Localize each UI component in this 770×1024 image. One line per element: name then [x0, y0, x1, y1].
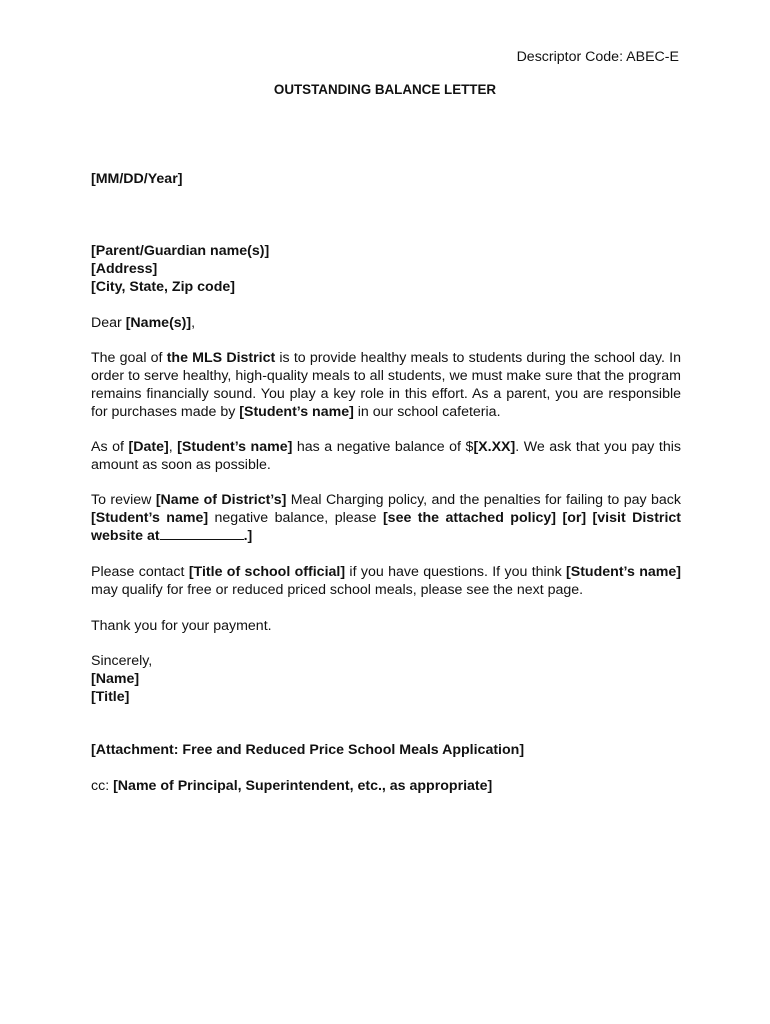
- website-blank-line: [160, 527, 244, 540]
- descriptor-code: Descriptor Code: ABEC-E: [516, 49, 679, 65]
- salutation: [91, 314, 195, 332]
- para4-text-3: may qualify for free or reduced priced school meals, please see the next page.: [91, 582, 584, 598]
- student-name-placeholder: [Student’s name]: [177, 439, 293, 455]
- thanks-line: Thank you for your payment.: [91, 618, 272, 634]
- para4-text-2: if you have questions. If you think: [345, 564, 567, 580]
- cc-value: [Name of Principal, Superintendent, etc., as appropriate]: [113, 778, 493, 794]
- para2-text-1: As of: [91, 439, 129, 455]
- student-name-placeholder: [Student’s name]: [91, 510, 209, 526]
- para1-text-3: in our school cafeteria.: [353, 404, 501, 420]
- para1-text-1: The goal of: [91, 350, 167, 366]
- para3-text-2: Meal Charging policy, and the penalties for failing to pay back: [286, 492, 681, 508]
- attachment-note: [Attachment: Free and Reduced Price School Meals Application]: [91, 742, 525, 758]
- amount-placeholder: [X.XX]: [473, 439, 516, 455]
- para4-text-1: Please contact: [91, 564, 189, 580]
- address-name: [Parent/Guardian name(s)]: [91, 243, 270, 259]
- district-name-placeholder: [Name of District’s]: [155, 492, 287, 508]
- cc-line: [91, 777, 492, 795]
- address-street: [Address]: [91, 261, 158, 277]
- closing-title: [Title]: [91, 689, 130, 705]
- student-name-placeholder: [Student’s name]: [239, 404, 354, 420]
- cc-prefix: cc:: [91, 778, 114, 794]
- student-name-placeholder: [Student’s name]: [566, 564, 681, 580]
- closing-sincerely: Sincerely,: [91, 653, 153, 669]
- para3-text-3: negative balance, please: [208, 510, 383, 526]
- para2-text-4: . We ask that you pay this amount as soon as possible.: [91, 439, 682, 473]
- para1-text-2: is to provide healthy meals to students during the school day. In order to serve healthy, high-quality meals to all students, we must make sure that the program remains financially sound. You play a key role in this effort. As a parent, you are responsible for purchases made by: [91, 350, 681, 420]
- salutation-prefix: Dear: [91, 315, 126, 331]
- paragraph-policy: [91, 491, 681, 545]
- paragraph-balance: [91, 438, 681, 474]
- district-name: the MLS District: [166, 350, 276, 366]
- salutation-suffix: ,: [191, 315, 196, 331]
- official-title-placeholder: [Title of school official]: [188, 564, 346, 580]
- date-field: [Date]: [128, 439, 169, 455]
- para2-text-2: ,: [168, 439, 178, 455]
- address-city: [City, State, Zip code]: [91, 279, 235, 295]
- policy-placeholder: [see the attached policy] [or] [visit District website at: [91, 510, 682, 544]
- date-placeholder: [MM/DD/Year]: [91, 171, 183, 187]
- paragraph-goal: [91, 349, 681, 421]
- salutation-name: [Name(s)]: [125, 315, 192, 331]
- para2-text-3: has a negative balance of $: [292, 439, 474, 455]
- closing-name: [Name]: [91, 671, 140, 687]
- para3-text-1: To review: [91, 492, 156, 508]
- policy-placeholder-end: .]: [243, 528, 253, 544]
- paragraph-contact: [91, 563, 681, 599]
- letter-title: OUTSTANDING BALANCE LETTER: [273, 82, 497, 97]
